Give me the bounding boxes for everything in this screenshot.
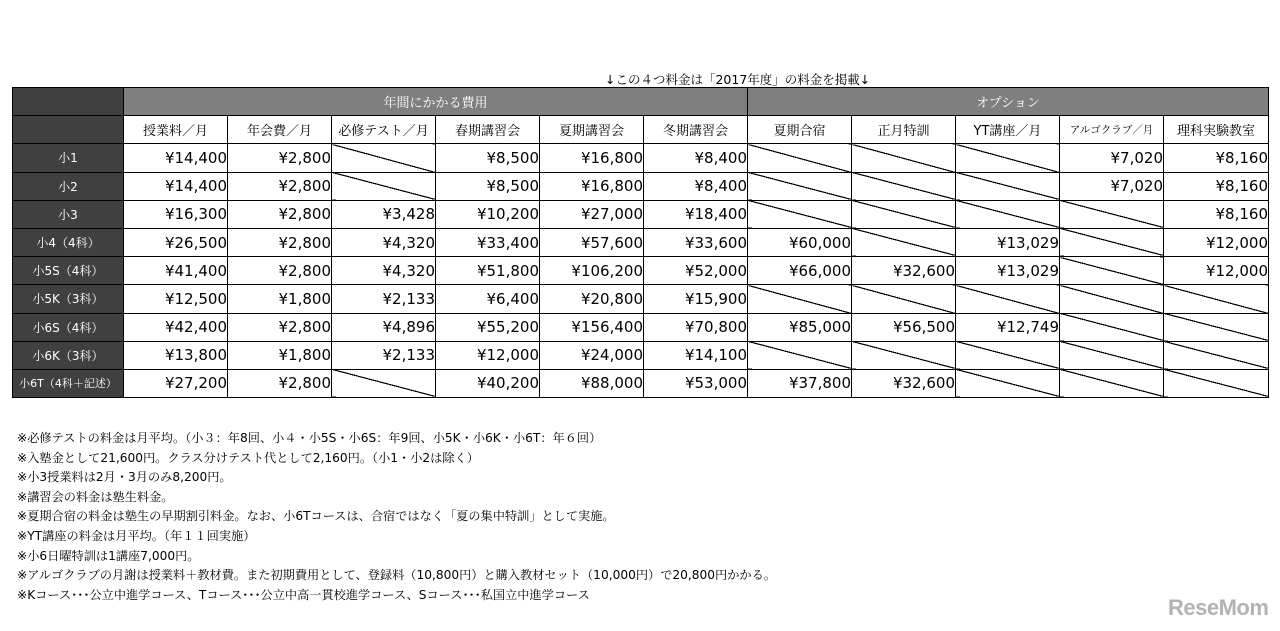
fee-cell: ¥18,400 xyxy=(644,200,748,228)
fee-cell: ¥26,500 xyxy=(124,228,228,256)
footnote: ※小3授業料は2月・3月のみ8,200円。 xyxy=(17,470,232,485)
fee-cell: ¥2,133 xyxy=(332,341,436,369)
fee-cell: ¥3,428 xyxy=(332,200,436,228)
not-applicable-cell xyxy=(748,144,852,172)
row-label: 小1 xyxy=(13,144,124,172)
not-applicable-cell xyxy=(956,200,1060,228)
fee-table xyxy=(12,87,1269,398)
fee-cell: ¥8,160 xyxy=(1164,172,1269,200)
table-row xyxy=(13,341,1269,369)
column-header: 夏期講習会 xyxy=(540,116,644,144)
fee-cell: ¥85,000 xyxy=(748,313,852,341)
row-label: 小6S（4科） xyxy=(13,313,124,341)
fee-cell: ¥56,500 xyxy=(852,313,956,341)
row-label: 小6T（4科＋記述） xyxy=(13,369,124,397)
fee-cell: ¥88,000 xyxy=(540,369,644,397)
fee-cell: ¥27,000 xyxy=(540,200,644,228)
fee-cell: ¥33,600 xyxy=(644,228,748,256)
fee-cell: ¥1,800 xyxy=(228,341,332,369)
fee-cell: ¥14,400 xyxy=(124,172,228,200)
fee-cell: ¥12,500 xyxy=(124,285,228,313)
not-applicable-cell xyxy=(1164,341,1269,369)
fee-cell: ¥4,896 xyxy=(332,313,436,341)
not-applicable-cell xyxy=(332,144,436,172)
not-applicable-cell xyxy=(1060,369,1164,397)
column-header: 理科実験教室 xyxy=(1164,116,1269,144)
fee-cell: ¥66,000 xyxy=(748,257,852,285)
not-applicable-cell xyxy=(852,200,956,228)
fee-cell: ¥12,000 xyxy=(1164,228,1269,256)
fee-cell: ¥53,000 xyxy=(644,369,748,397)
fee-cell: ¥27,200 xyxy=(124,369,228,397)
not-applicable-cell xyxy=(748,341,852,369)
fee-cell: ¥12,749 xyxy=(956,313,1060,341)
footnote: ※小6日曜特訓は1講座7,000円。 xyxy=(17,548,200,563)
corner-cell xyxy=(13,88,124,116)
fee-cell: ¥1,800 xyxy=(228,285,332,313)
fee-cell: ¥52,000 xyxy=(644,257,748,285)
fee-cell: ¥41,400 xyxy=(124,257,228,285)
not-applicable-cell xyxy=(332,369,436,397)
fee-cell: ¥2,800 xyxy=(228,172,332,200)
resemom-logo: ReseMom xyxy=(1168,595,1269,620)
footnote: ※アルゴクラブの月謝は授業料＋教材費。また初期費用として、登録料（10,800円）と購入教材セット（10,000円）で20,800円かかる。 xyxy=(17,568,776,583)
row-label: 小5K（3科） xyxy=(13,285,124,313)
fee-cell: ¥2,800 xyxy=(228,144,332,172)
corner-cell xyxy=(13,116,124,144)
table-row xyxy=(13,285,1269,313)
not-applicable-cell xyxy=(1060,285,1164,313)
fee-cell: ¥8,160 xyxy=(1164,200,1269,228)
not-applicable-cell xyxy=(852,341,956,369)
not-applicable-cell xyxy=(956,144,1060,172)
not-applicable-cell xyxy=(1060,228,1164,256)
fee-cell: ¥2,800 xyxy=(228,200,332,228)
column-header: 春期講習会 xyxy=(436,116,540,144)
fee-cell: ¥8,400 xyxy=(644,144,748,172)
fee-cell: ¥70,800 xyxy=(644,313,748,341)
fee-cell: ¥12,000 xyxy=(1164,257,1269,285)
row-label: 小5S（4科） xyxy=(13,257,124,285)
fee-cell: ¥33,400 xyxy=(436,228,540,256)
not-applicable-cell xyxy=(852,144,956,172)
column-header: アルゴクラブ／月 xyxy=(1060,116,1164,144)
fee-cell: ¥16,800 xyxy=(540,172,644,200)
group-annual-costs: 年間にかかる費用 xyxy=(124,88,748,116)
not-applicable-cell xyxy=(332,172,436,200)
fee-cell: ¥16,800 xyxy=(540,144,644,172)
fee-cell: ¥4,320 xyxy=(332,228,436,256)
fee-cell: ¥14,100 xyxy=(644,341,748,369)
fee-cell: ¥8,500 xyxy=(436,172,540,200)
fee-cell: ¥32,600 xyxy=(852,369,956,397)
fee-cell: ¥13,800 xyxy=(124,341,228,369)
footnotes xyxy=(17,429,776,605)
footnote: ※必修テストの料金は月平均。（小３：年8回、小４・小5S・小6S：年9回、小5K・小6K・小6T：年６回） xyxy=(17,431,602,445)
not-applicable-cell xyxy=(1164,369,1269,397)
fee-cell: ¥15,900 xyxy=(644,285,748,313)
fee-cell: ¥24,000 xyxy=(540,341,644,369)
fee-cell: ¥40,200 xyxy=(436,369,540,397)
not-applicable-cell xyxy=(852,285,956,313)
table-row xyxy=(13,172,1269,200)
fee-cell: ¥37,800 xyxy=(748,369,852,397)
footnote: ※Kコース･･･公立中進学コース、Tコース･･･公立中高一貫校進学コース、Sコース･･･私国立中進学コース xyxy=(17,587,590,602)
fee-cell: ¥14,400 xyxy=(124,144,228,172)
fee-cell: ¥7,020 xyxy=(1060,172,1164,200)
table-row xyxy=(13,369,1269,397)
column-header: 授業料／月 xyxy=(124,116,228,144)
group-options: オプション xyxy=(748,88,1269,116)
not-applicable-cell xyxy=(1164,313,1269,341)
fee-cell: ¥2,133 xyxy=(332,285,436,313)
row-label: 小2 xyxy=(13,172,124,200)
column-header: YT講座／月 xyxy=(956,116,1060,144)
fee-cell: ¥7,020 xyxy=(1060,144,1164,172)
column-header: 必修テスト／月 xyxy=(332,116,436,144)
not-applicable-cell xyxy=(748,285,852,313)
fee-cell: ¥12,000 xyxy=(436,341,540,369)
fee-cell: ¥55,200 xyxy=(436,313,540,341)
column-header: 夏期合宿 xyxy=(748,116,852,144)
fee-cell: ¥6,400 xyxy=(436,285,540,313)
not-applicable-cell xyxy=(1164,285,1269,313)
fee-cell: ¥156,400 xyxy=(540,313,644,341)
not-applicable-cell xyxy=(956,369,1060,397)
footnote: ※YT講座の料金は月平均。（年１１回実施） xyxy=(17,528,256,543)
fee-cell: ¥4,320 xyxy=(332,257,436,285)
top-note: ↓この４つ料金は「2017年度」の料金を掲載↓ xyxy=(605,72,871,87)
fee-cell: ¥106,200 xyxy=(540,257,644,285)
not-applicable-cell xyxy=(1060,200,1164,228)
not-applicable-cell xyxy=(748,200,852,228)
table-row xyxy=(13,228,1269,256)
fee-cell: ¥32,600 xyxy=(852,257,956,285)
not-applicable-cell xyxy=(1060,257,1164,285)
not-applicable-cell xyxy=(956,172,1060,200)
fee-cell: ¥60,000 xyxy=(748,228,852,256)
column-header: 冬期講習会 xyxy=(644,116,748,144)
fee-cell: ¥2,800 xyxy=(228,369,332,397)
fee-cell: ¥8,500 xyxy=(436,144,540,172)
column-header: 正月特訓 xyxy=(852,116,956,144)
not-applicable-cell xyxy=(1060,341,1164,369)
not-applicable-cell xyxy=(852,228,956,256)
not-applicable-cell xyxy=(748,172,852,200)
not-applicable-cell xyxy=(956,341,1060,369)
fee-cell: ¥2,800 xyxy=(228,228,332,256)
table-row xyxy=(13,257,1269,285)
fee-cell: ¥13,029 xyxy=(956,257,1060,285)
fee-cell: ¥10,200 xyxy=(436,200,540,228)
footnote: ※講習会の料金は塾生料金。 xyxy=(17,489,174,504)
footnote: ※入塾金として21,600円。クラス分けテスト代として2,160円。（小1・小2は除く） xyxy=(17,450,479,465)
fee-cell: ¥51,800 xyxy=(436,257,540,285)
fee-cell: ¥42,400 xyxy=(124,313,228,341)
column-header-row xyxy=(13,116,1269,144)
fee-cell: ¥2,800 xyxy=(228,313,332,341)
table-row xyxy=(13,313,1269,341)
footnote: ※夏期合宿の料金は塾生の早期割引料金。なお、小6Tコースは、合宿ではなく「夏の集中特訓」として実施。 xyxy=(17,509,615,524)
fee-cell: ¥13,029 xyxy=(956,228,1060,256)
table-row xyxy=(13,144,1269,172)
group-header-row xyxy=(13,88,1269,116)
table-row xyxy=(13,200,1269,228)
not-applicable-cell xyxy=(956,285,1060,313)
table-body xyxy=(13,144,1269,398)
column-header: 年会費／月 xyxy=(228,116,332,144)
fee-cell: ¥2,800 xyxy=(228,257,332,285)
fee-cell: ¥16,300 xyxy=(124,200,228,228)
fee-cell: ¥8,160 xyxy=(1164,144,1269,172)
not-applicable-cell xyxy=(852,172,956,200)
row-label: 小4（4科） xyxy=(13,228,124,256)
fee-cell: ¥8,400 xyxy=(644,172,748,200)
row-label: 小6K（3科） xyxy=(13,341,124,369)
not-applicable-cell xyxy=(1060,313,1164,341)
fee-cell: ¥20,800 xyxy=(540,285,644,313)
row-label: 小3 xyxy=(13,200,124,228)
fee-cell: ¥57,600 xyxy=(540,228,644,256)
